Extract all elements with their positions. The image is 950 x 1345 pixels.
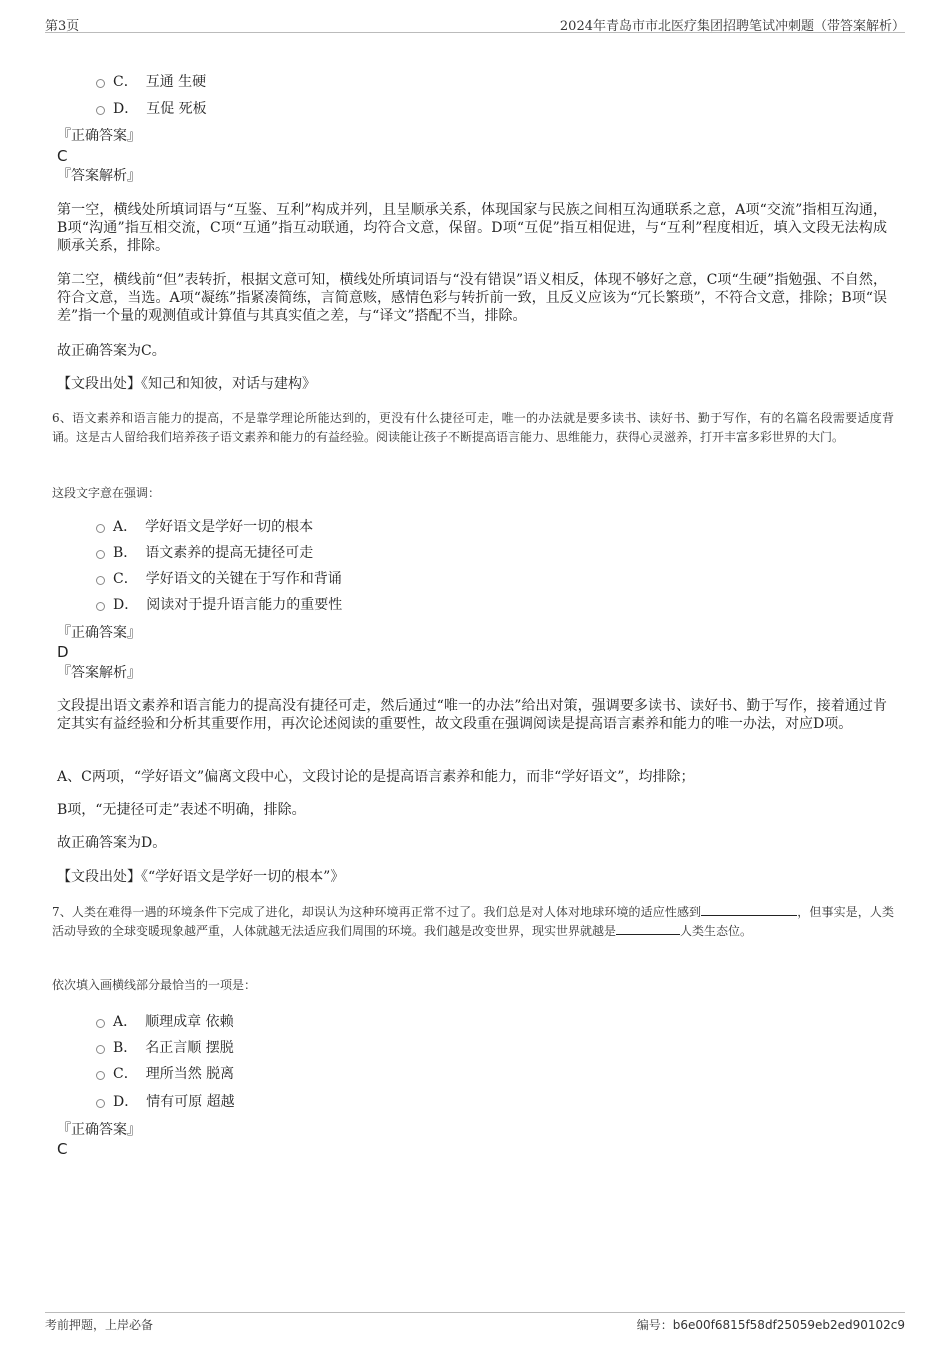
q5-answer-label: 『正确答案』 xyxy=(57,128,141,144)
q5-source: 【文段出处】《知己和知彼，对话与建构》 xyxy=(57,376,316,392)
fill-blank-2[interactable] xyxy=(616,922,680,935)
q6-source: 【文段出处】《“学好语文是学好一切的根本”》 xyxy=(57,869,345,885)
q6-analysis-label: 『答案解析』 xyxy=(57,665,141,681)
q6-conclusion: 故正确答案为D。 xyxy=(57,835,167,851)
radio-button-icon[interactable] xyxy=(96,106,105,115)
footer-slogan: 考前押题，上岸必备 xyxy=(45,1318,154,1332)
q6-option-d[interactable]: D． 阅读对于提升语言能力的重要性 xyxy=(96,595,342,615)
q6-analysis-paragraph: B项，“无捷径可走”表述不明确，排除。 xyxy=(57,802,306,818)
q6-answer: D xyxy=(57,643,69,661)
q5-option-d[interactable]: D． 互促 死板 xyxy=(96,99,207,119)
q7-stem: 7、人类在难得一遇的环境条件下完成了进化，却误认为这种环境再正常不过了。我们总是对人体对地球环境的适应性感到 ，但事实是，人类活动导致的全球变暖现象越严重，人体就越无法适应我们周围的环境。我们越是改变世界，现实世界就越是 人类生态位。 xyxy=(52,905,894,938)
radio-button-icon[interactable] xyxy=(96,550,105,559)
radio-button-icon[interactable] xyxy=(96,1045,105,1054)
radio-button-icon[interactable] xyxy=(96,1071,105,1080)
page-header xyxy=(45,12,905,33)
page-number: 第3页 xyxy=(45,19,80,34)
radio-button-icon[interactable] xyxy=(96,576,105,585)
q6-stem: 6、语文素养和语言能力的提高，不是靠学理论所能达到的，更没有什么捷径可走，唯一的办法就是要多读书、读好书、勤于写作，有的名篇名段需要适度背诵。这是古人留给我们培养孩子语文素养和能力的有益经验。阅读能让孩子不断提高语言能力、思维能力，获得心灵滋养，打开丰富多彩世界的大门。 xyxy=(52,411,894,444)
q7-option-b[interactable]: B． 名正言顺 摆脱 xyxy=(96,1038,234,1058)
page-footer xyxy=(45,1312,905,1335)
q6-prompt: 这段文字意在强调： xyxy=(52,486,161,500)
q5-option-c[interactable]: C． 互通 生硬 xyxy=(96,72,206,92)
q5-conclusion: 故正确答案为C。 xyxy=(57,343,166,359)
radio-button-icon[interactable] xyxy=(96,524,105,533)
radio-button-icon[interactable] xyxy=(96,79,105,88)
q6-option-b[interactable]: B． 语文素养的提高无捷径可走 xyxy=(96,543,313,563)
document-code: 编号：b6e00f6815f58df25059eb2ed90102c9 xyxy=(636,1318,905,1332)
q7-option-a[interactable]: A． 顺理成章 依赖 xyxy=(96,1012,234,1032)
q5-answer: C xyxy=(57,147,68,165)
q7-answer-label: 『正确答案』 xyxy=(57,1122,141,1138)
q6-option-a[interactable]: A． 学好语文是学好一切的根本 xyxy=(96,517,313,537)
q7-answer: C xyxy=(57,1140,68,1158)
q5-analysis-paragraph: 第二空，横线前“但”表转折，根据文意可知，横线处所填词语与“没有错误”语义相反，体现不够好之意，C项“生硬”指勉强、不自然，符合文意，当选。A项“凝练”指紧凑简练，言简意赅，感情色彩与转折前一致，且反义应该为“冗长繁琐”，不符合文意，排除；B项“误差”指一个量的观测值或计算值与其真实值之差，与“译文”搭配不当，排除。 xyxy=(57,272,887,324)
q6-option-c[interactable]: C． 学好语文的关键在于写作和背诵 xyxy=(96,569,342,589)
radio-button-icon[interactable] xyxy=(96,1019,105,1028)
q7-option-d[interactable]: D． 情有可原 超越 xyxy=(96,1092,235,1112)
q7-option-c[interactable]: C． 理所当然 脱离 xyxy=(96,1064,234,1084)
radio-button-icon[interactable] xyxy=(96,1099,105,1108)
q5-analysis-paragraph: 第一空，横线处所填词语与“互鉴、互利”构成并列，且呈顺承关系，体现国家与民族之间相互沟通联系之意，A项“交流”指相互沟通，B项“沟通”指互相交流，C项“互通”指互动联通，均符合文意，保留。D项“互促”指互相促进，与“互利”程度相近，填入文段无法构成顺承关系，排除。 xyxy=(57,202,887,254)
q6-analysis-paragraph: A、C两项，“学好语文”偏离文段中心，文段讨论的是提高语言素养和能力，而非“学好语文”，均排除； xyxy=(57,769,695,785)
q7-prompt: 依次填入画横线部分最恰当的一项是： xyxy=(52,978,257,992)
radio-button-icon[interactable] xyxy=(96,602,105,611)
q6-answer-label: 『正确答案』 xyxy=(57,625,141,641)
q5-analysis-label: 『答案解析』 xyxy=(57,168,141,184)
document-title: 2024年青岛市市北医疗集团招聘笔试冲刺题（带答案解析） xyxy=(559,19,905,34)
q6-analysis-paragraph: 文段提出语文素养和语言能力的提高没有捷径可走，然后通过“唯一的办法”给出对策，强调要多读书、读好书、勤于写作，接着通过肯定其实有益经验和分析其重要作用，再次论述阅读的重要性，故文段重在强调阅读是提高语言素养和能力的唯一办法，对应D项。 xyxy=(57,698,887,732)
fill-blank-1[interactable] xyxy=(701,903,797,916)
